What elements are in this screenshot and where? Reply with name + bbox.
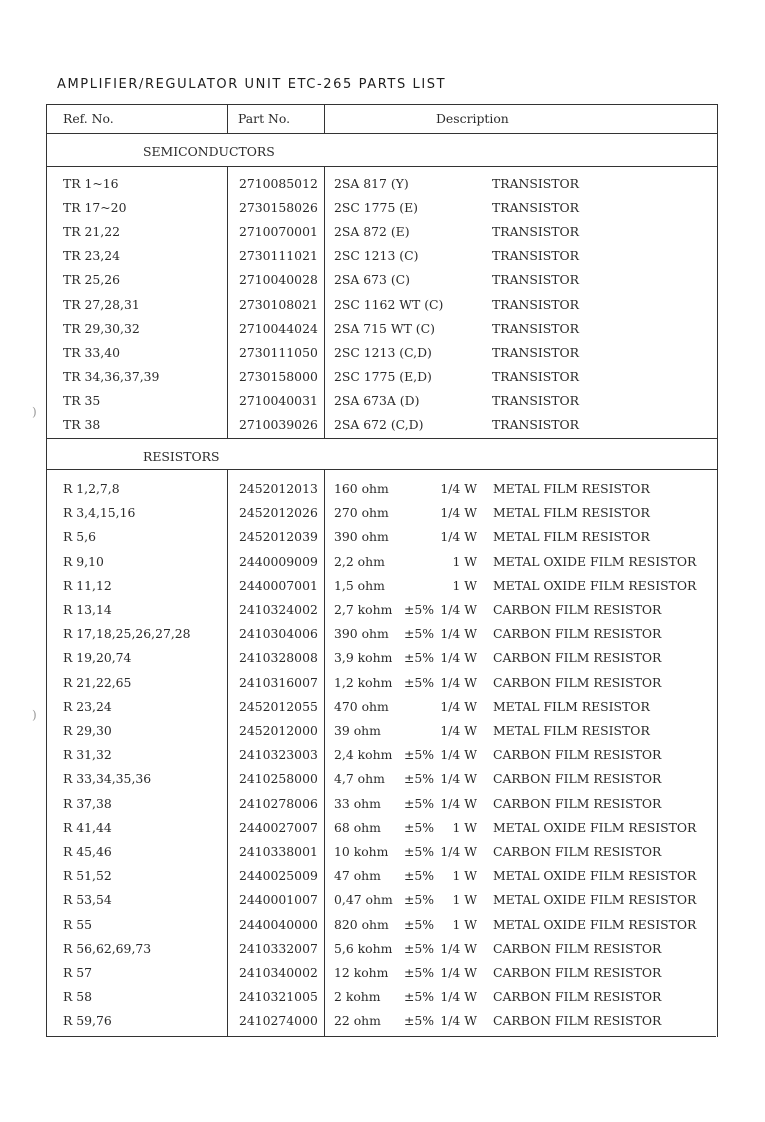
- header-part-no: Part No.: [238, 111, 291, 126]
- wattage-cell: 1/4 W: [440, 747, 477, 763]
- value-cell: 160 ohm: [334, 481, 389, 496]
- ref-no-cell: R 1,2,7,8: [63, 481, 120, 496]
- value-cell: 5,6 kohm: [334, 940, 393, 956]
- ref-no-cell: TR 29,30,32: [63, 320, 140, 336]
- type-cell: 2SC 1775 (E,D): [334, 368, 432, 384]
- type-cell: 2SA 673A (D): [334, 392, 420, 408]
- wattage-cell: 1/4 W: [440, 698, 477, 714]
- page-title: AMPLIFIER/REGULATOR UNIT ETC-265 PARTS LIST: [57, 77, 447, 92]
- header-description: Description: [436, 111, 509, 126]
- type-cell: 2SA 715 WT (C): [334, 320, 435, 336]
- part-desc-divider-resistors: [324, 469, 325, 1037]
- type-cell: 2SA 817 (Y): [334, 176, 409, 191]
- wattage-cell: 1 W: [452, 577, 477, 593]
- description-cell: CARBON FILM RESISTOR: [493, 602, 662, 617]
- ref-no-cell: R 23,24: [63, 698, 112, 714]
- description-cell: TRANSISTOR: [492, 296, 580, 312]
- ref-no-cell: R 55: [63, 916, 93, 932]
- ref-no-cell: R 21,22,65: [63, 674, 132, 690]
- value-cell: 47 ohm: [334, 868, 381, 884]
- part-no-cell: 2440040000: [239, 916, 318, 932]
- tolerance-cell: ±5%: [404, 844, 435, 859]
- tolerance-cell: ±5%: [404, 940, 435, 956]
- ref-no-cell: TR 25,26: [63, 272, 121, 288]
- value-cell: 1,5 ohm: [334, 577, 385, 593]
- value-cell: 270 ohm: [334, 505, 389, 521]
- ref-no-cell: R 29,30: [63, 723, 112, 738]
- tolerance-cell: ±5%: [404, 795, 435, 811]
- ref-no-cell: R 57: [63, 965, 93, 980]
- description-cell: CARBON FILM RESISTOR: [493, 771, 662, 787]
- part-no-cell: 2710044024: [239, 320, 318, 336]
- tolerance-cell: ±5%: [404, 1013, 435, 1029]
- ref-no-cell: R 56,62,69,73: [63, 940, 152, 956]
- wattage-cell: 1 W: [452, 553, 477, 569]
- part-no-cell: 2730158026: [239, 200, 318, 216]
- section-heading-semiconductors: SEMICONDUCTORS: [143, 144, 275, 159]
- description-cell: METAL OXIDE FILM RESISTOR: [493, 916, 697, 932]
- wattage-cell: 1 W: [452, 892, 477, 908]
- part-no-cell: 2452012000: [239, 723, 318, 738]
- ref-no-cell: TR 23,24: [63, 248, 121, 264]
- description-cell: METAL OXIDE FILM RESISTOR: [493, 892, 697, 908]
- ref-no-cell: TR 34,36,37,39: [63, 368, 160, 384]
- ref-part-divider-semis: [227, 166, 228, 439]
- part-no-cell: 2440009009: [239, 553, 318, 569]
- tolerance-cell: ±5%: [404, 868, 435, 884]
- description-cell: METAL OXIDE FILM RESISTOR: [493, 868, 697, 884]
- part-desc-divider-semis: [324, 166, 325, 439]
- value-cell: 2 kohm: [334, 989, 381, 1005]
- resistors-heading-border: [46, 469, 718, 470]
- part-no-cell: 2410328008: [239, 650, 318, 666]
- value-cell: 22 ohm: [334, 1013, 381, 1029]
- margin-bracket-mark: ): [32, 708, 37, 722]
- part-no-cell: 2730111050: [239, 344, 318, 360]
- wattage-cell: 1/4 W: [440, 723, 477, 738]
- margin-bracket-mark: ): [32, 405, 37, 419]
- wattage-cell: 1/4 W: [440, 505, 477, 521]
- ref-no-cell: TR 17~20: [63, 200, 127, 216]
- value-cell: 2,7 kohm: [334, 602, 393, 617]
- part-no-cell: 2410324002: [239, 602, 318, 617]
- description-cell: CARBON FILM RESISTOR: [493, 650, 662, 666]
- description-cell: TRANSISTOR: [492, 344, 580, 360]
- table-bottom-border: [46, 1036, 716, 1037]
- ref-no-cell: R 19,20,74: [63, 650, 132, 666]
- ref-no-cell: R 41,44: [63, 819, 112, 835]
- type-cell: 2SC 1213 (C): [334, 248, 419, 264]
- description-cell: TRANSISTOR: [492, 368, 580, 384]
- description-cell: CARBON FILM RESISTOR: [493, 989, 662, 1005]
- part-no-cell: 2410321005: [239, 989, 318, 1005]
- value-cell: 12 kohm: [334, 965, 389, 980]
- value-cell: 3,9 kohm: [334, 650, 393, 666]
- ref-no-cell: R 5,6: [63, 529, 96, 545]
- ref-no-cell: R 58: [63, 989, 93, 1005]
- value-cell: 390 ohm: [334, 529, 389, 545]
- part-no-cell: 2410338001: [239, 844, 318, 859]
- part-no-cell: 2440007001: [239, 577, 318, 593]
- part-no-cell: 2440001007: [239, 892, 318, 908]
- description-cell: METAL FILM RESISTOR: [493, 698, 650, 714]
- part-no-cell: 2452012055: [239, 698, 318, 714]
- value-cell: 2,2 ohm: [334, 553, 385, 569]
- wattage-cell: 1/4 W: [440, 650, 477, 666]
- part-no-cell: 2730158000: [239, 368, 318, 384]
- type-cell: 2SC 1213 (C,D): [334, 344, 432, 360]
- ref-no-cell: R 3,4,15,16: [63, 505, 136, 521]
- part-no-cell: 2410274000: [239, 1013, 318, 1029]
- wattage-cell: 1/4 W: [440, 795, 477, 811]
- ref-no-cell: R 51,52: [63, 868, 112, 884]
- wattage-cell: 1/4 W: [440, 940, 477, 956]
- part-no-cell: 2710039026: [239, 417, 318, 432]
- semiconductors-heading-border: [46, 166, 718, 167]
- ref-no-cell: R 31,32: [63, 747, 112, 763]
- tolerance-cell: ±5%: [404, 674, 435, 690]
- part-no-cell: 2410258000: [239, 771, 318, 787]
- ref-no-cell: TR 38: [63, 417, 101, 432]
- description-cell: METAL FILM RESISTOR: [493, 505, 650, 521]
- wattage-cell: 1/4 W: [440, 674, 477, 690]
- tolerance-cell: ±5%: [404, 892, 435, 908]
- wattage-cell: 1/4 W: [440, 844, 477, 859]
- tolerance-cell: ±5%: [404, 771, 435, 787]
- part-no-cell: 2440025009: [239, 868, 318, 884]
- ref-no-cell: TR 35: [63, 392, 101, 408]
- description-cell: CARBON FILM RESISTOR: [493, 844, 662, 859]
- ref-no-cell: R 17,18,25,26,27,28: [63, 626, 191, 642]
- description-cell: CARBON FILM RESISTOR: [493, 747, 662, 763]
- table-left-border: [46, 104, 47, 1037]
- description-cell: METAL FILM RESISTOR: [493, 723, 650, 738]
- value-cell: 2,4 kohm: [334, 747, 393, 763]
- value-cell: 4,7 ohm: [334, 771, 385, 787]
- ref-no-cell: R 11,12: [63, 577, 112, 593]
- part-no-cell: 2410332007: [239, 940, 318, 956]
- header-ref-no: Ref. No.: [63, 111, 114, 126]
- wattage-cell: 1/4 W: [440, 529, 477, 545]
- description-cell: METAL OXIDE FILM RESISTOR: [493, 553, 697, 569]
- tolerance-cell: ±5%: [404, 602, 435, 617]
- ref-part-divider-header: [227, 104, 228, 134]
- wattage-cell: 1/4 W: [440, 1013, 477, 1029]
- value-cell: 39 ohm: [334, 723, 381, 738]
- ref-no-cell: TR 1~16: [63, 176, 119, 191]
- tolerance-cell: ±5%: [404, 819, 435, 835]
- table-top-border: [46, 104, 718, 105]
- part-no-cell: 2710070001: [239, 224, 318, 240]
- ref-no-cell: R 37,38: [63, 795, 112, 811]
- ref-no-cell: R 45,46: [63, 844, 112, 859]
- part-no-cell: 2710085012: [239, 176, 318, 191]
- description-cell: CARBON FILM RESISTOR: [493, 674, 662, 690]
- value-cell: 820 ohm: [334, 916, 389, 932]
- ref-part-divider-resistors: [227, 469, 228, 1037]
- value-cell: 1,2 kohm: [334, 674, 393, 690]
- ref-no-cell: R 13,14: [63, 602, 112, 617]
- wattage-cell: 1/4 W: [440, 602, 477, 617]
- value-cell: 10 kohm: [334, 844, 389, 859]
- description-cell: CARBON FILM RESISTOR: [493, 940, 662, 956]
- value-cell: 0,47 ohm: [334, 892, 393, 908]
- description-cell: TRANSISTOR: [492, 200, 580, 216]
- description-cell: METAL OXIDE FILM RESISTOR: [493, 819, 697, 835]
- part-no-cell: 2730108021: [239, 296, 318, 312]
- part-no-cell: 2440027007: [239, 819, 318, 835]
- value-cell: 33 ohm: [334, 795, 381, 811]
- part-no-cell: 2410340002: [239, 965, 318, 980]
- description-cell: TRANSISTOR: [492, 224, 580, 240]
- ref-no-cell: R 33,34,35,36: [63, 771, 152, 787]
- description-cell: TRANSISTOR: [492, 272, 580, 288]
- tolerance-cell: ±5%: [404, 747, 435, 763]
- wattage-cell: 1 W: [452, 819, 477, 835]
- section-heading-resistors: RESISTORS: [143, 449, 220, 464]
- part-no-cell: 2452012013: [239, 481, 318, 496]
- semiconductors-bottom-border: [46, 438, 718, 439]
- ref-no-cell: TR 27,28,31: [63, 296, 140, 312]
- description-cell: CARBON FILM RESISTOR: [493, 626, 662, 642]
- header-bottom-border: [46, 133, 718, 134]
- type-cell: 2SA 673 (C): [334, 272, 410, 288]
- type-cell: 2SC 1162 WT (C): [334, 296, 444, 312]
- wattage-cell: 1 W: [452, 916, 477, 932]
- wattage-cell: 1/4 W: [440, 989, 477, 1005]
- part-no-cell: 2410323003: [239, 747, 318, 763]
- value-cell: 68 ohm: [334, 819, 381, 835]
- wattage-cell: 1/4 W: [440, 481, 477, 496]
- description-cell: CARBON FILM RESISTOR: [493, 795, 662, 811]
- description-cell: TRANSISTOR: [492, 248, 580, 264]
- ref-no-cell: R 9,10: [63, 553, 104, 569]
- tolerance-cell: ±5%: [404, 626, 435, 642]
- ref-no-cell: TR 33,40: [63, 344, 121, 360]
- wattage-cell: 1/4 W: [440, 965, 477, 980]
- description-cell: METAL FILM RESISTOR: [493, 481, 650, 496]
- part-no-cell: 2410278006: [239, 795, 318, 811]
- value-cell: 390 ohm: [334, 626, 389, 642]
- part-no-cell: 2730111021: [239, 248, 318, 264]
- tolerance-cell: ±5%: [404, 650, 435, 666]
- part-no-cell: 2452012039: [239, 529, 318, 545]
- part-desc-divider-header: [324, 104, 325, 134]
- part-no-cell: 2410304006: [239, 626, 318, 642]
- wattage-cell: 1 W: [452, 868, 477, 884]
- value-cell: 470 ohm: [334, 698, 389, 714]
- part-no-cell: 2410316007: [239, 674, 318, 690]
- ref-no-cell: TR 21,22: [63, 224, 121, 240]
- description-cell: CARBON FILM RESISTOR: [493, 1013, 662, 1029]
- tolerance-cell: ±5%: [404, 916, 435, 932]
- part-no-cell: 2452012026: [239, 505, 318, 521]
- description-cell: TRANSISTOR: [492, 176, 580, 191]
- description-cell: TRANSISTOR: [492, 320, 580, 336]
- part-no-cell: 2710040028: [239, 272, 318, 288]
- type-cell: 2SA 672 (C,D): [334, 417, 424, 432]
- description-cell: TRANSISTOR: [492, 392, 580, 408]
- wattage-cell: 1/4 W: [440, 626, 477, 642]
- description-cell: TRANSISTOR: [492, 417, 580, 432]
- description-cell: CARBON FILM RESISTOR: [493, 965, 662, 980]
- part-no-cell: 2710040031: [239, 392, 318, 408]
- tolerance-cell: ±5%: [404, 989, 435, 1005]
- description-cell: METAL FILM RESISTOR: [493, 529, 650, 545]
- tolerance-cell: ±5%: [404, 965, 435, 980]
- ref-no-cell: R 59,76: [63, 1013, 112, 1029]
- description-cell: METAL OXIDE FILM RESISTOR: [493, 577, 697, 593]
- type-cell: 2SA 872 (E): [334, 224, 410, 240]
- wattage-cell: 1/4 W: [440, 771, 477, 787]
- ref-no-cell: R 53,54: [63, 892, 112, 908]
- table-right-border: [717, 104, 718, 1037]
- type-cell: 2SC 1775 (E): [334, 200, 418, 216]
